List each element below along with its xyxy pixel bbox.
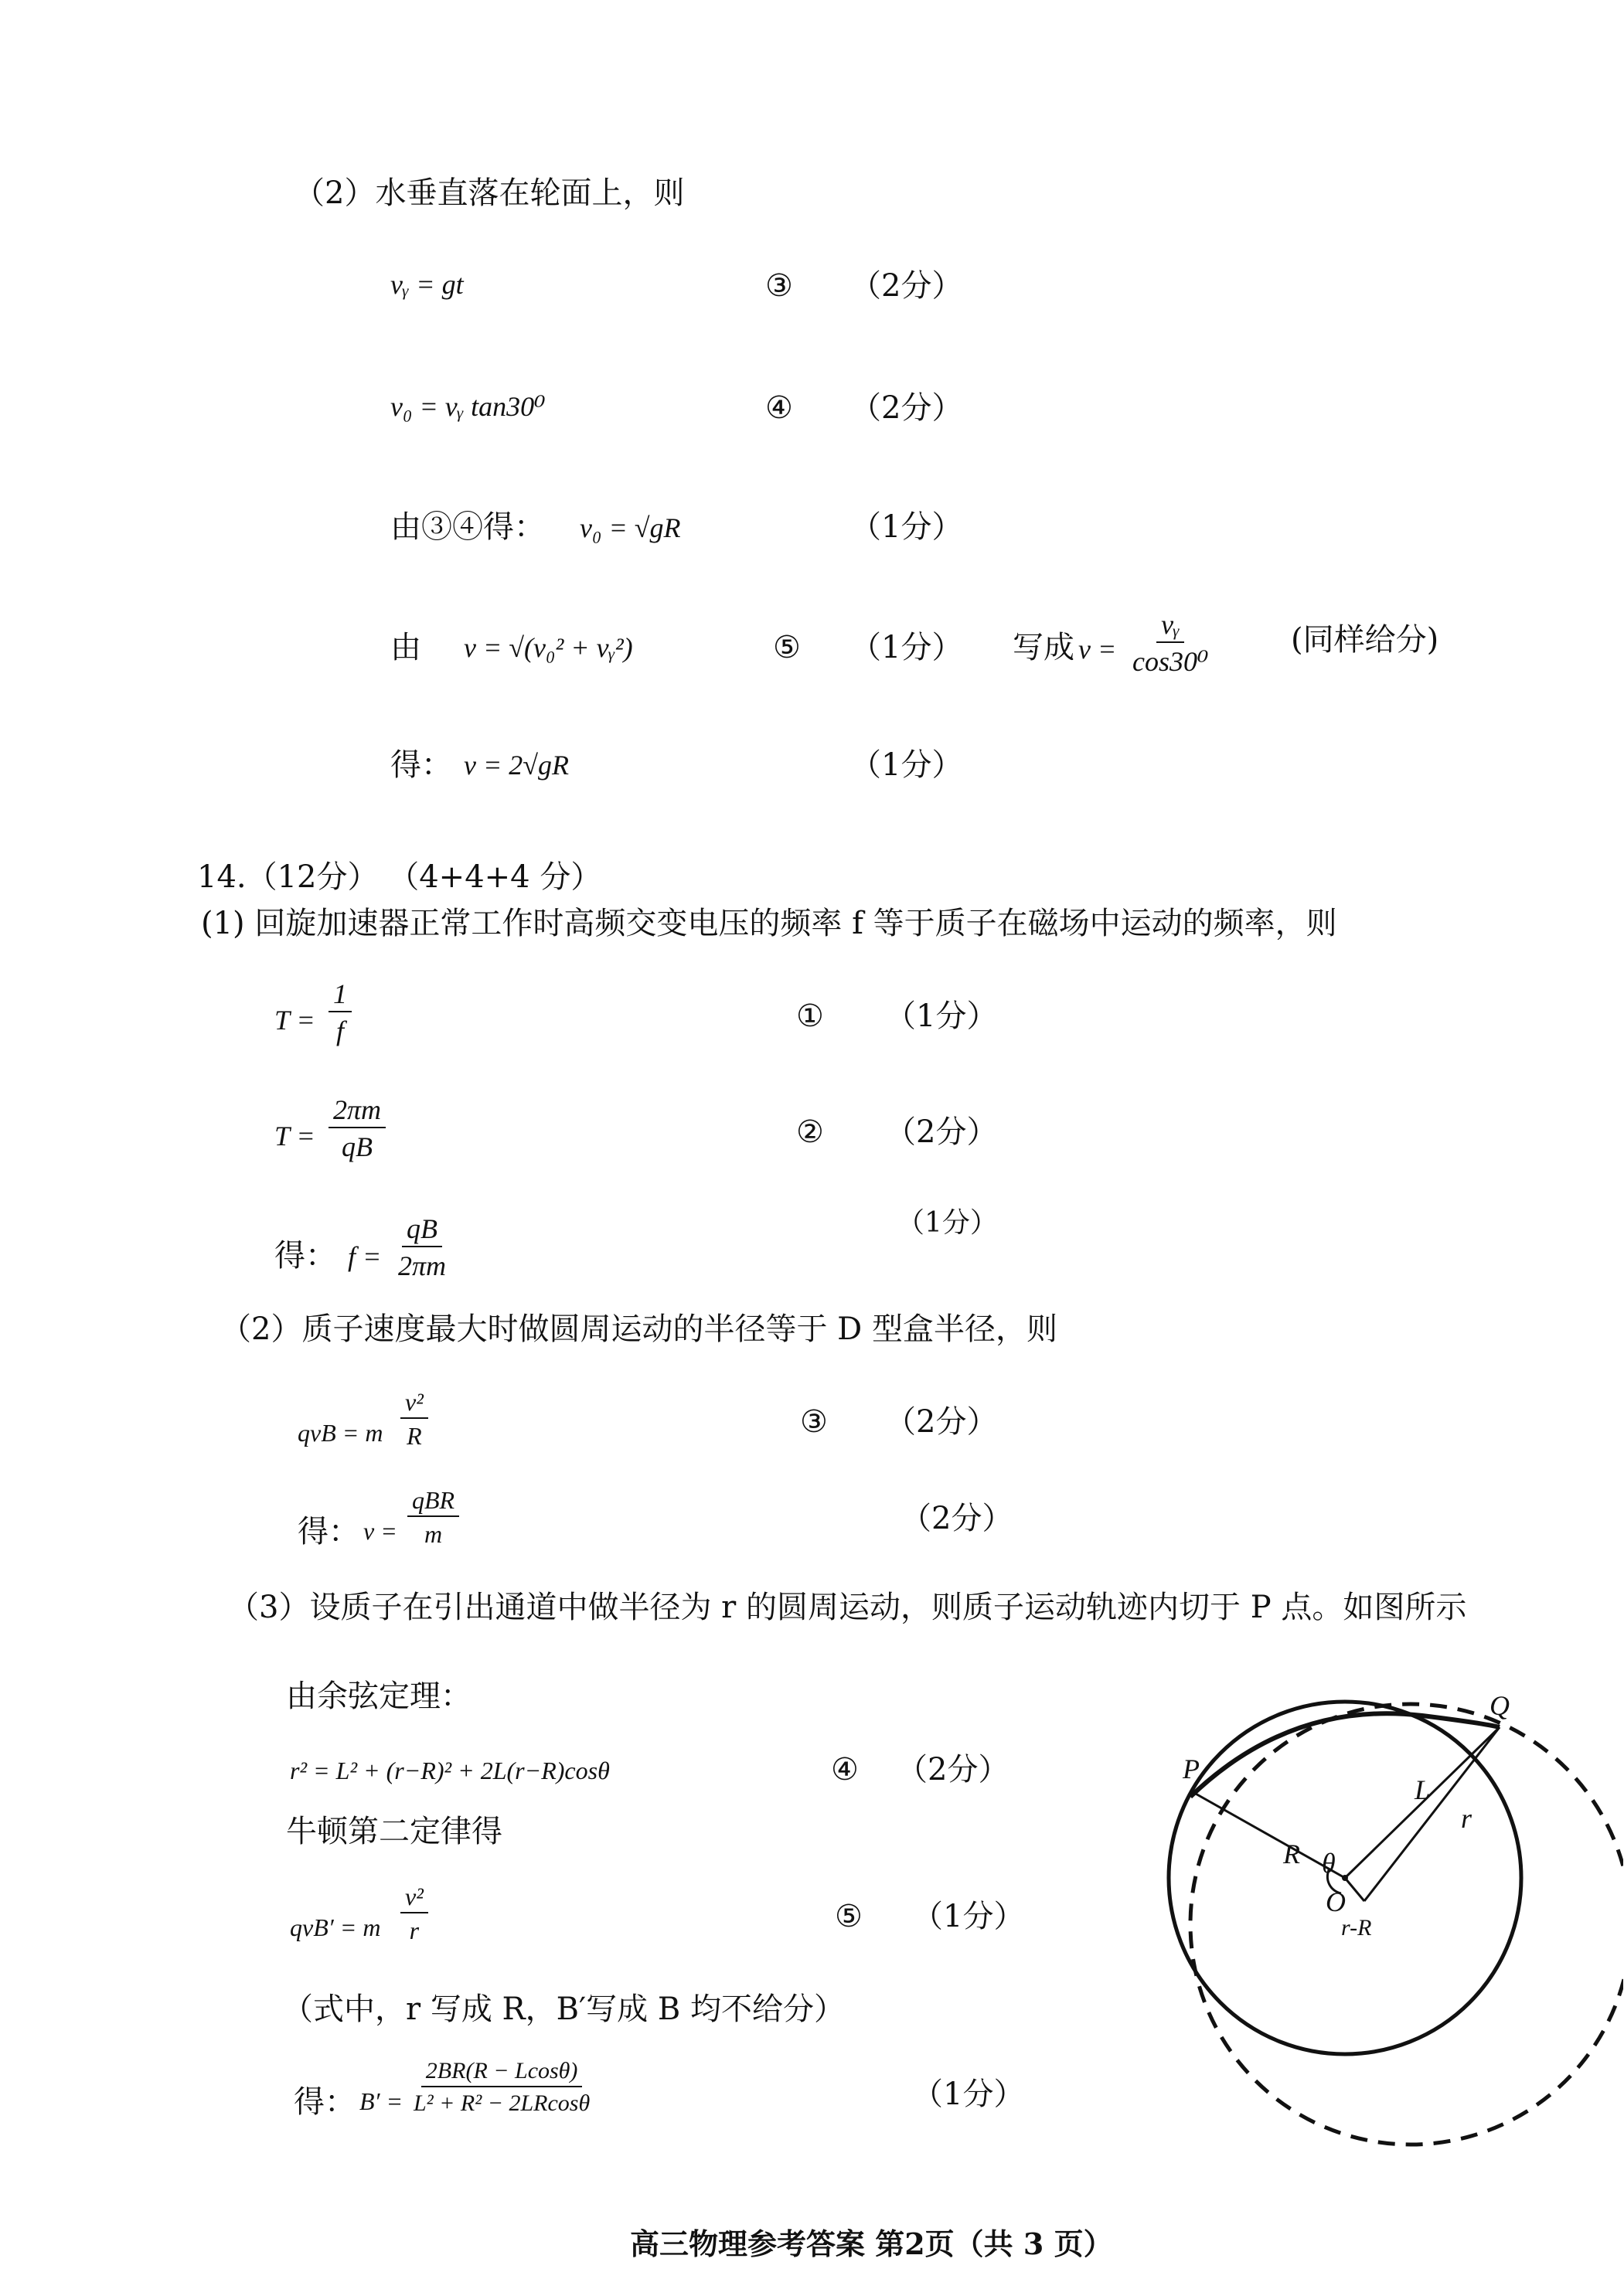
line-C-Q xyxy=(1364,1727,1500,1901)
label-Q: Q xyxy=(1490,1690,1510,1721)
e3-points: （2分） xyxy=(885,1404,998,1440)
eb-denominator: L² + R² − 2LRcosθ xyxy=(414,2090,591,2116)
result-points: （1分） xyxy=(850,747,963,783)
e3-denominator: R xyxy=(407,1422,422,1450)
newton-label: 牛顿第二定律得 xyxy=(286,1814,502,1849)
trajectory-arc xyxy=(1190,1713,1500,1797)
label-P: P xyxy=(1183,1753,1200,1784)
alt-lhs: v = xyxy=(1078,634,1117,665)
circle-diagram xyxy=(1144,1669,1623,2156)
e3-lhs: qvB = m xyxy=(298,1419,383,1447)
label-R: R xyxy=(1283,1839,1300,1869)
eq3-formula: vᵧ = gt xyxy=(390,269,464,300)
eq5-prefix: 由 xyxy=(390,630,421,665)
e3-number: ③ xyxy=(800,1404,828,1440)
e1-number: ① xyxy=(796,998,824,1034)
label-theta: θ xyxy=(1322,1848,1336,1879)
combo-formula: v₀ = √gR xyxy=(580,512,681,543)
combo-points: （1分） xyxy=(850,509,963,545)
e5-denominator: r xyxy=(409,1917,420,1944)
eq5-number: ⑤ xyxy=(773,630,801,665)
e3-numerator: v² xyxy=(400,1390,428,1419)
q13-part2-intro: （2）水垂直落在轮面上，则 xyxy=(294,175,685,211)
e4-number: ④ xyxy=(831,1752,859,1787)
ef-numerator: qB xyxy=(402,1215,442,1247)
cosine-law-label: 由余弦定理： xyxy=(286,1679,472,1714)
eq5-points: （1分） xyxy=(850,630,963,665)
q14-part2-intro: （2）质子速度最大时做圆周运动的半径等于 D 型盒半径，则 xyxy=(220,1311,1057,1347)
e2-number: ② xyxy=(796,1114,824,1150)
ef-points: （1分） xyxy=(897,1207,998,1239)
line-O-C xyxy=(1345,1878,1364,1901)
ef-lhs: f = xyxy=(348,1241,382,1272)
alt-fraction xyxy=(1132,611,1208,675)
dashed-circle xyxy=(1190,1704,1623,2145)
eb-prefix: 得： xyxy=(294,2084,356,2120)
result-prefix: 得： xyxy=(390,747,452,783)
q14-header: 14.（12分） （4+4+4 分） xyxy=(197,859,602,895)
q14-part1-intro: (1) 回旋加速器正常工作时高频交变电压的频率 f 等于质子在磁场中运动的频率，则 xyxy=(201,906,1337,941)
ev-numerator: qBR xyxy=(407,1488,459,1517)
ef-prefix: 得： xyxy=(274,1238,336,1274)
label-r: r xyxy=(1461,1803,1472,1834)
e1-numerator: 1 xyxy=(329,980,352,1012)
result-formula: v = 2√gR xyxy=(464,750,570,781)
eb-numerator: 2BR(R − Lcosθ) xyxy=(421,2060,583,2087)
e2-numerator: 2πm xyxy=(329,1096,386,1128)
eb-points: （1分） xyxy=(912,2077,1025,2112)
eq3-number: ③ xyxy=(765,268,793,304)
grading-note: （式中，r 写成 R，B′写成 B 均不给分） xyxy=(282,1992,845,2027)
eq4-points: （2分） xyxy=(850,390,963,426)
eq3-points: （2分） xyxy=(850,268,963,304)
e5-fraction xyxy=(400,1884,428,1943)
e2-lhs: T = xyxy=(274,1121,315,1151)
combo-prefix: 由③④得： xyxy=(390,509,545,545)
ev-fraction xyxy=(407,1488,459,1546)
eq4-formula: v₀ = vᵧ tan30⁰ xyxy=(390,391,546,422)
ef-denominator: 2πm xyxy=(398,1250,447,1281)
e3-fraction xyxy=(400,1390,428,1448)
center-dot xyxy=(1342,1875,1348,1881)
e1-lhs: T = xyxy=(274,1005,315,1036)
eq5-formula: v = √(v₀² + vᵧ²) xyxy=(464,632,633,663)
e1-denominator: f xyxy=(335,1015,344,1046)
e2-denominator: qB xyxy=(342,1131,373,1162)
e4-points: （2分） xyxy=(897,1752,1009,1787)
e2-points: （2分） xyxy=(885,1114,998,1150)
ev-denominator: m xyxy=(424,1520,443,1548)
e5-number: ⑤ xyxy=(835,1899,863,1934)
e2-fraction xyxy=(329,1096,386,1161)
q14-part3-intro: （3）设质子在引出通道中做半径为 r 的圆周运动，则质子运动轨迹内切于 P 点。如图所示 xyxy=(228,1590,1467,1625)
ev-prefix: 得： xyxy=(298,1514,359,1549)
eq4-number: ④ xyxy=(765,390,793,426)
label-L: L xyxy=(1415,1774,1431,1805)
e4-formula: r² = L² + (r−R)² + 2L(r−R)cosθ xyxy=(290,1757,610,1784)
e1-fraction xyxy=(329,980,352,1045)
e5-lhs: qvB′ = m xyxy=(290,1913,381,1941)
e5-numerator: v² xyxy=(400,1884,428,1913)
e1-points: （1分） xyxy=(885,998,998,1034)
eb-lhs: B′ = xyxy=(359,2087,403,2115)
page-footer: 高三物理参考答案 第2页（共 3 页） xyxy=(630,2226,1113,2261)
alt-denominator: cos30⁰ xyxy=(1132,646,1209,677)
ef-fraction xyxy=(398,1215,446,1280)
ev-lhs: v = xyxy=(363,1517,397,1545)
ev-points: （2分） xyxy=(901,1501,1013,1536)
e5-points: （1分） xyxy=(912,1899,1025,1934)
alt-numerator: vᵧ xyxy=(1156,611,1184,643)
label-O: O xyxy=(1326,1886,1346,1917)
alt-note: (同样给分) xyxy=(1291,622,1439,658)
eb-fraction xyxy=(414,2060,590,2115)
alt-prefix: 写成 xyxy=(1013,630,1074,665)
label-r-minus-R: r-R xyxy=(1341,1915,1372,1941)
